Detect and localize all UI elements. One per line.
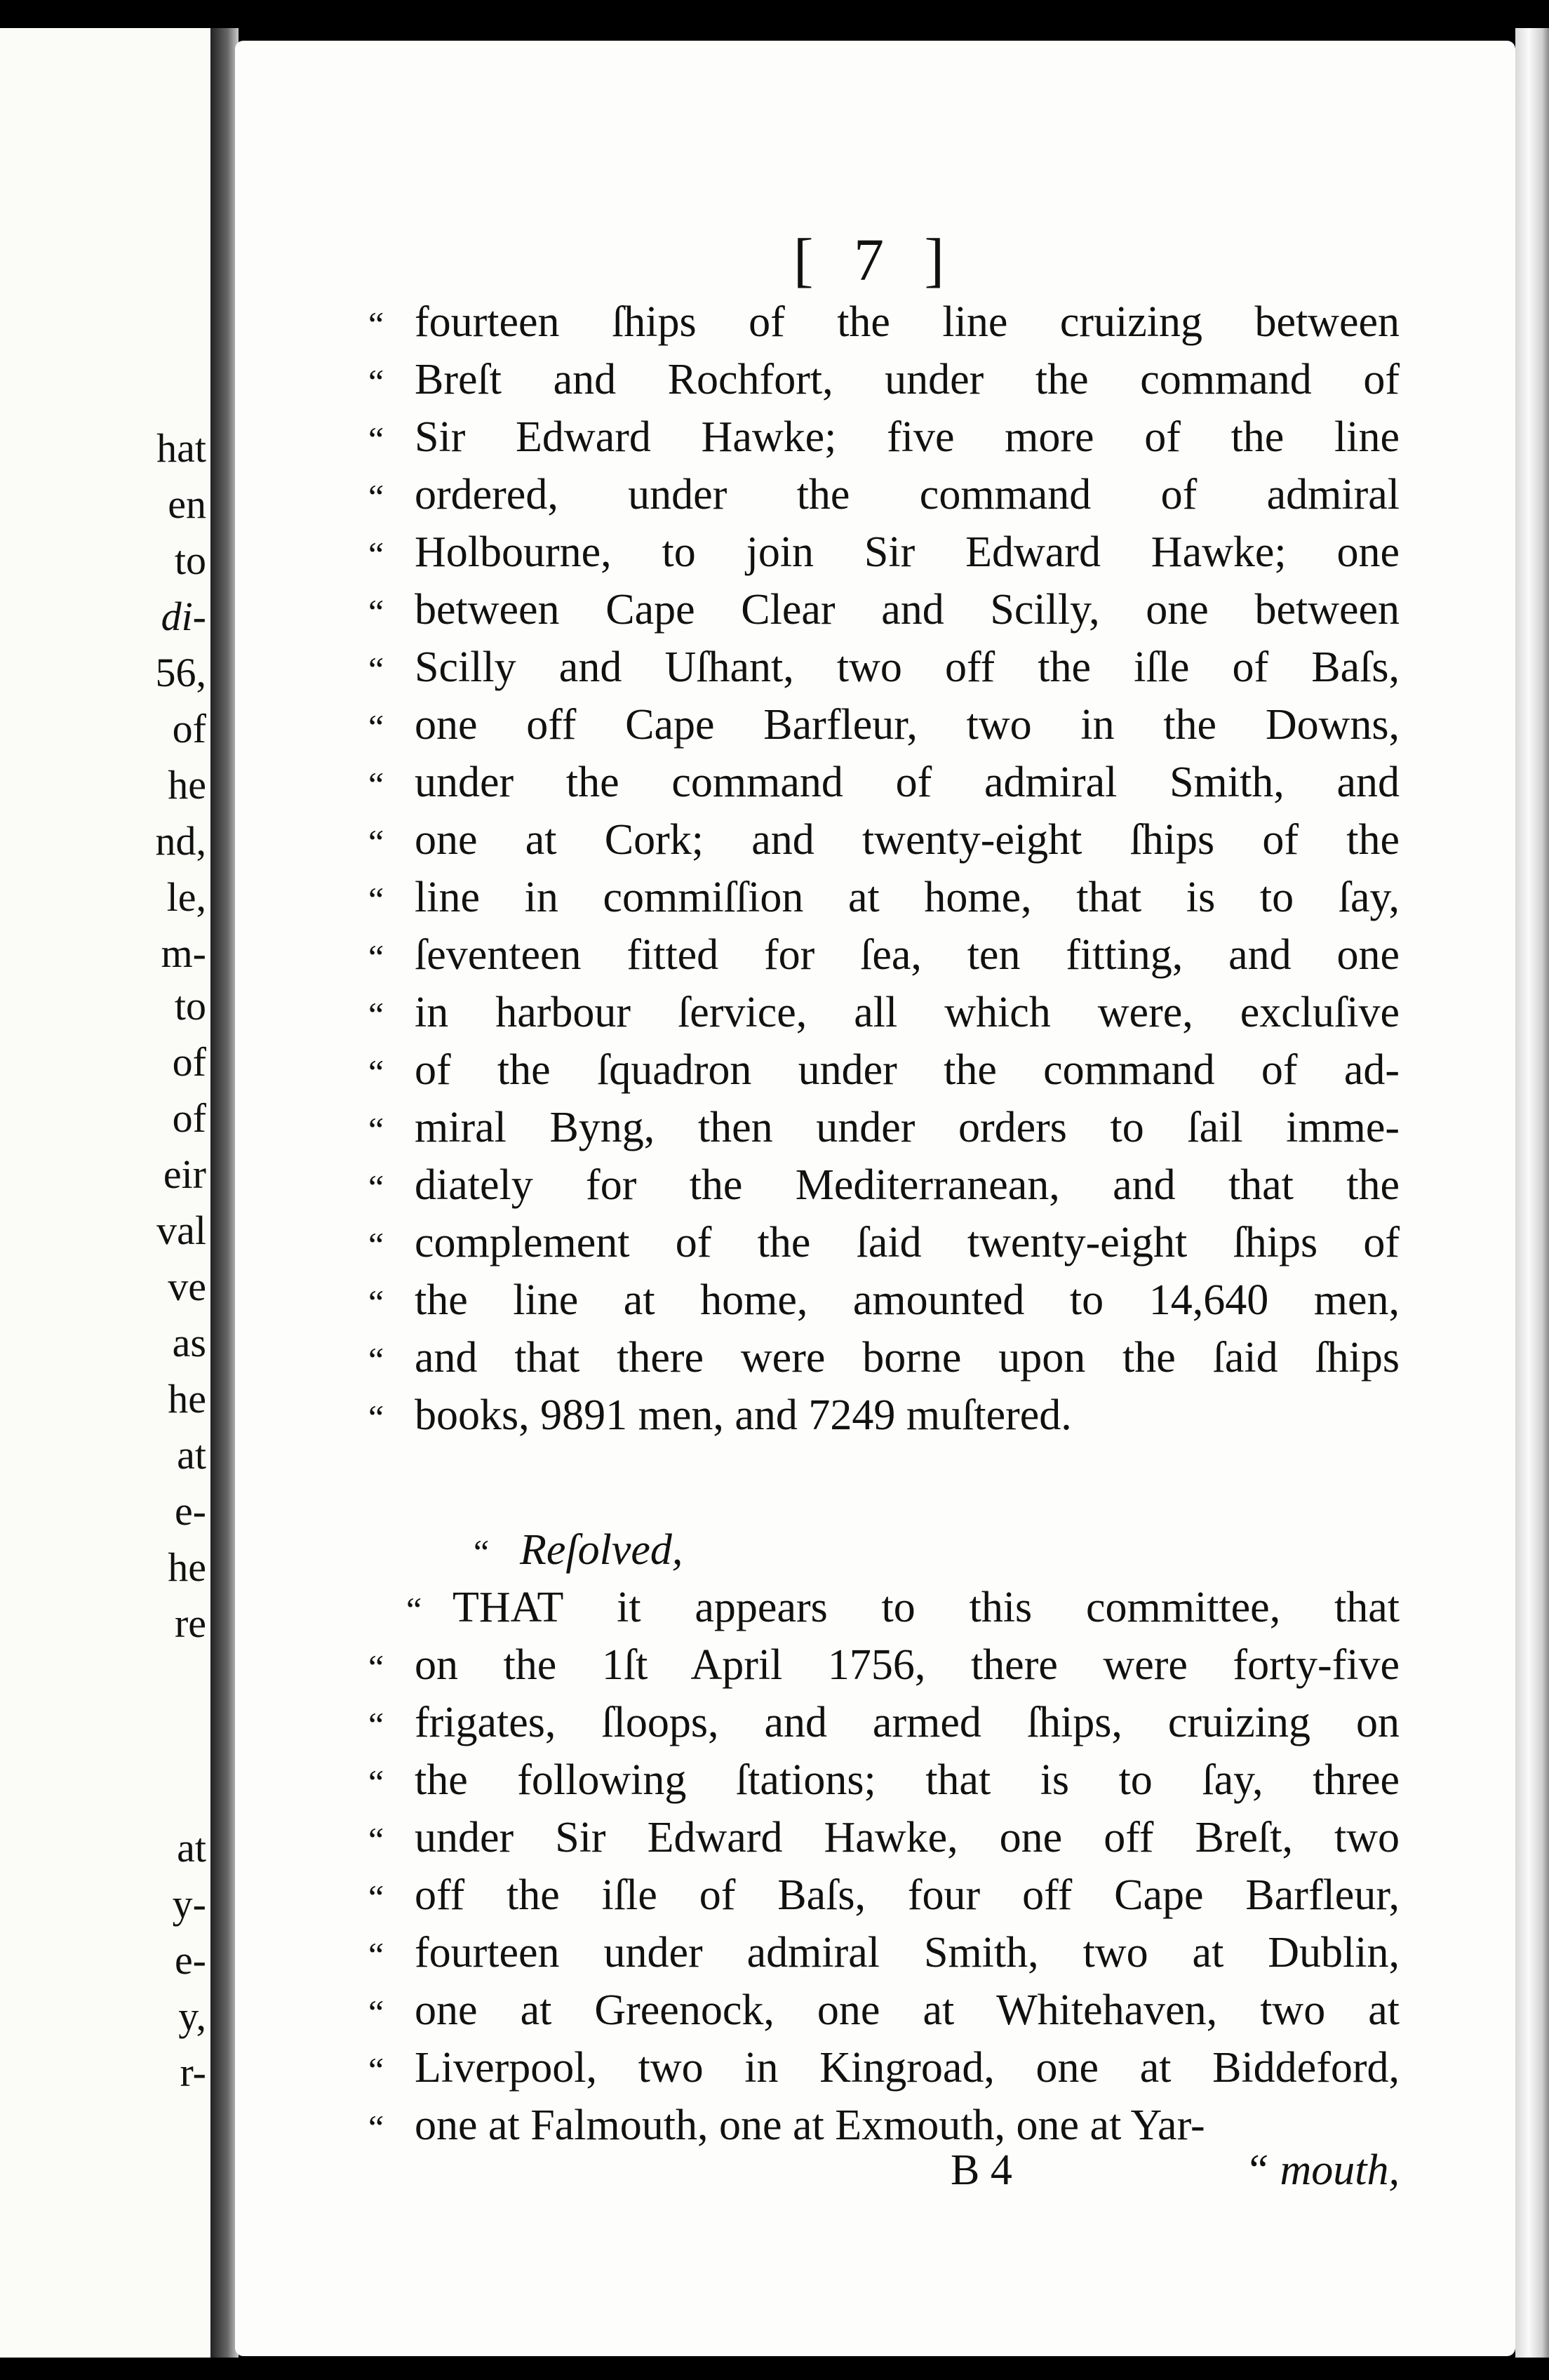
text-line <box>368 1638 1400 1695</box>
line-text: one off Cape Barfleur, two in the Downs, <box>415 701 1400 749</box>
paragraph-stations-frigates <box>368 1580 1400 2155</box>
line-text: line in commiſſion at home, that is to ſay, <box>415 874 1400 921</box>
left-fragment: of <box>172 1039 206 1085</box>
quote-mark: “ <box>368 1993 384 2032</box>
line-text: diately for the Mediterranean, and that the <box>415 1161 1400 1209</box>
right-page <box>235 41 1515 2356</box>
quote-mark: “ <box>368 1168 384 1207</box>
text-line <box>368 640 1400 697</box>
left-fragment: e- <box>174 1937 206 1983</box>
text-line <box>368 1158 1400 1215</box>
catchword: “ mouth, <box>1245 2146 1400 2194</box>
text-line <box>368 755 1400 813</box>
quote-mark: “ <box>368 1705 384 1744</box>
quote-mark: “ <box>368 1052 384 1092</box>
line-text: one at Falmouth, one at Exmouth, one at Yar- <box>415 2101 1205 2149</box>
quote-mark: “ <box>368 650 384 689</box>
text-line <box>368 2040 1400 2098</box>
text-line <box>368 295 1400 352</box>
line-text: Breſt and Rochfort, under the command of <box>415 356 1400 403</box>
text-line <box>368 1810 1400 1868</box>
text-line <box>368 1983 1400 2040</box>
left-fragment: nd, <box>155 818 206 864</box>
line-text: Scilly and Uſhant, two off the iſle of Baſs, <box>415 643 1400 691</box>
text-line <box>368 467 1400 525</box>
left-fragment: at <box>177 1432 206 1478</box>
quote-mark: “ <box>368 420 384 459</box>
line-text: fourteen under admiral Smith, two at Dublin, <box>415 1929 1400 1977</box>
line-text: one at Cork; and twenty-eight ſhips of the <box>415 816 1400 864</box>
quote-mark: “ <box>368 2108 384 2147</box>
page-footer <box>368 2146 1400 2195</box>
quote-mark: “ <box>368 592 384 631</box>
paragraph-gap <box>368 1445 1400 1523</box>
line-text: Liverpool, two in Kingroad, one at Biddeford, <box>415 2044 1400 2092</box>
line-text: ordered, under the command of admiral <box>415 471 1400 519</box>
left-fragment: to <box>174 537 206 583</box>
text-line <box>368 1925 1400 1983</box>
left-fragment: 56, <box>155 650 206 695</box>
line-text: in harbour ſervice, all which were, excluſive <box>415 989 1400 1036</box>
text-line <box>368 1868 1400 1925</box>
line-text: and that there were borne upon the ſaid ſhips <box>415 1334 1400 1382</box>
left-fragment: y, <box>178 1993 206 2039</box>
left-fragment: val <box>156 1208 206 1253</box>
line-text: under Sir Edward Hawke, one off Breſt, two <box>415 1814 1400 1861</box>
left-fragment: he <box>168 1544 206 1590</box>
quote-mark: “ <box>368 1398 384 1437</box>
line-text: miral Byng, then under orders to ſail imme- <box>415 1104 1400 1151</box>
quote-mark: “ <box>368 880 384 919</box>
left-page <box>0 28 212 2358</box>
quote-mark: “ <box>368 765 384 804</box>
line-text: off the iſle of Baſs, four off Cape Barfleur, <box>415 1871 1400 1919</box>
line-text: ſeventeen fitted for ſea, ten fitting, and one <box>415 931 1400 979</box>
text-line <box>368 1273 1400 1330</box>
signature-mark: B 4 <box>951 2146 1012 2194</box>
text-line <box>368 410 1400 467</box>
text-line <box>368 985 1400 1043</box>
left-fragment: as <box>172 1320 206 1365</box>
quote-mark: “ <box>368 1647 384 1687</box>
text-line <box>368 1695 1400 1753</box>
quote-mark: “ <box>368 535 384 574</box>
left-fragment: hat <box>156 425 206 471</box>
left-fragment: r- <box>180 2050 206 2095</box>
left-fragment: at <box>177 1825 206 1871</box>
line-text: Holbourne, to join Sir Edward Hawke; one <box>415 528 1400 576</box>
left-fragment: le, <box>166 874 206 920</box>
left-fragment: en <box>168 481 206 527</box>
page-number: [ 7 ] <box>793 226 958 293</box>
left-fragment: ve <box>168 1264 206 1309</box>
line-text: under the command of admiral Smith, and <box>415 758 1400 806</box>
line-text: the line at home, amounted to 14,640 men, <box>415 1276 1400 1324</box>
text-line <box>368 1330 1400 1388</box>
text-line <box>368 1388 1400 1445</box>
quote-mark: “ <box>368 362 384 401</box>
left-fragment: y- <box>172 1881 206 1927</box>
line-text: one at Greenock, one at Whitehaven, two at <box>415 1986 1400 2034</box>
text-line <box>368 928 1400 985</box>
text-line <box>368 582 1400 640</box>
quote-mark: “ <box>368 707 384 747</box>
page-edge <box>1515 28 1549 2358</box>
resolved-label: Reſolved, <box>520 1526 683 1574</box>
resolved-heading <box>368 1523 1400 1580</box>
quote-mark: “ <box>368 822 384 862</box>
text-line <box>368 697 1400 755</box>
text-line <box>368 1043 1400 1100</box>
quote-mark: “ <box>368 1820 384 1859</box>
quote-mark: “ <box>368 1110 384 1149</box>
line-text: frigates, ſloops, and armed ſhips, cruizing on <box>415 1699 1400 1746</box>
left-fragment: e- <box>174 1488 206 1534</box>
text-line <box>368 1100 1400 1158</box>
left-fragment: of <box>172 706 206 751</box>
line-text: the following ſtations; that is to ſay, three <box>415 1756 1400 1804</box>
quote-mark: “ <box>368 1283 384 1322</box>
quote-mark: “ <box>368 477 384 516</box>
quote-mark: “ <box>368 1935 384 1974</box>
left-fragment: of <box>172 1095 206 1141</box>
left-fragment: he <box>168 1376 206 1422</box>
line-text: Sir Edward Hawke; five more of the line <box>415 413 1400 461</box>
line-text: complement of the ſaid twenty-eight ſhips of <box>415 1219 1400 1266</box>
text-line <box>368 1753 1400 1810</box>
paragraph-stations-ships-of-line <box>368 295 1400 1445</box>
text-line <box>368 870 1400 928</box>
left-fragment: re <box>174 1600 206 1646</box>
text-line <box>368 525 1400 582</box>
quote-mark: “ <box>368 995 384 1034</box>
line-text: between Cape Clear and Scilly, one between <box>415 586 1400 634</box>
quote-mark: “ <box>368 1340 384 1379</box>
left-fragment: he <box>168 762 206 808</box>
left-fragment: m- <box>161 930 206 976</box>
book-gutter <box>210 28 239 2358</box>
text-line <box>368 1215 1400 1273</box>
line-text: books, 9891 men, and 7249 muſtered. <box>415 1391 1072 1439</box>
quote-mark: “ <box>368 2050 384 2090</box>
left-fragment: di- <box>161 594 206 639</box>
quote-mark: “ <box>368 937 384 977</box>
line-text: THAT it appears to this committee, that <box>452 1584 1400 1631</box>
page-body <box>368 295 1400 2155</box>
quote-mark: “ <box>368 1763 384 1802</box>
quote-mark: “ <box>368 1225 384 1264</box>
quote-mark: “ <box>368 305 384 344</box>
line-text: of the ſquadron under the command of ad- <box>415 1046 1400 1094</box>
left-fragment: eir <box>163 1151 206 1197</box>
quote-mark: “ <box>368 1878 384 1917</box>
line-text: fourteen ſhips of the line cruizing between <box>415 298 1400 346</box>
line-text: on the 1ſt April 1756, there were forty-five <box>415 1641 1400 1689</box>
quote-mark: “ <box>474 1532 490 1572</box>
text-line <box>368 813 1400 870</box>
text-line <box>368 1580 1400 1638</box>
text-line <box>368 352 1400 410</box>
left-fragment: to <box>174 983 206 1029</box>
quote-mark: “ <box>406 1590 422 1629</box>
